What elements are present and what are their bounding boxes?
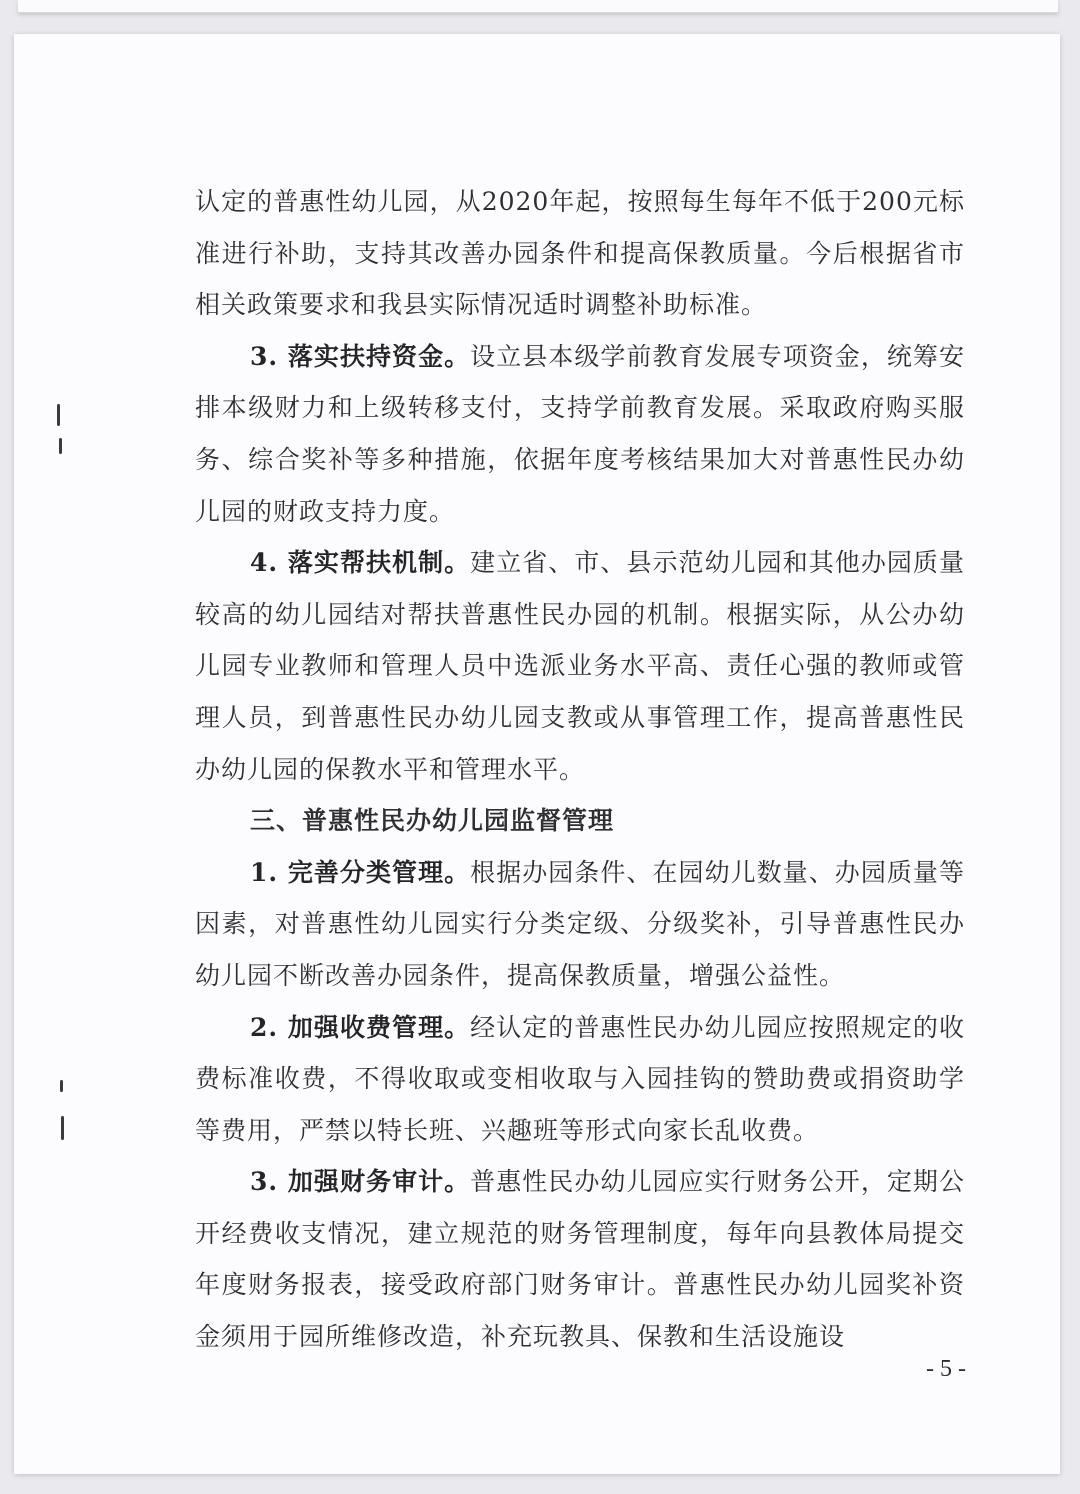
item-lead: 加强财务审计。: [287, 1167, 471, 1197]
item-body: 根据办园条件、在园幼儿数量、办园质量等因素，对普惠性幼儿园实行分类定级、分级奖补，引导普惠性民办幼儿园不断改善办园条件，提高保教质量，增强公益性。: [195, 857, 965, 990]
binding-hole-mark: [57, 404, 60, 426]
section-heading: 三、普惠性民办幼儿园监督管理: [250, 806, 615, 836]
item-number: 2.: [250, 1012, 288, 1042]
item-body: 设立县本级学前教育发展专项资金，统筹安排本级财力和上级转移支付，支持学前教育发展。采取政府购买服务、综合奖补等多种措施，依据年度考核结果加大对普惠性民办幼儿园的财政支持力度。: [195, 341, 965, 526]
binding-hole-mark: [60, 1080, 63, 1092]
item-lead: 落实扶持资金。: [287, 341, 471, 371]
binding-hole-mark: [61, 1116, 64, 1140]
item-number: 1.: [250, 857, 288, 887]
item-body: 经认定的普惠性民办幼儿园应按照规定的收费标准收费，不得收取或变相收取与入园挂钩的赞助费或捐资助学等费用，严禁以特长班、兴趣班等形式向家长乱收费。: [195, 1012, 965, 1145]
paragraph-item-3-funding: [195, 331, 965, 537]
paragraph-item-3-audit: [195, 1156, 965, 1362]
paragraph-item-2-fees: [195, 1002, 965, 1157]
paragraph-item-4-assistance: [195, 537, 965, 795]
previous-page-edge: [18, 0, 1058, 13]
item-number: 4.: [250, 548, 288, 578]
item-lead: 落实帮扶机制。: [287, 548, 471, 578]
item-number: 3.: [250, 1167, 288, 1197]
document-body: [195, 176, 965, 1363]
item-number: 3.: [250, 341, 288, 371]
item-body: 建立省、市、县示范幼儿园和其他办园质量较高的幼儿园结对帮扶普惠性民办园的机制。根据实际，从公办幼儿园专业教师和管理人员中选派业务水平高、责任心强的教师或管理人员，到普惠性民办幼儿园支教或从事管理工作，提高普惠性民办幼儿园的保教水平和管理水平。: [195, 548, 965, 784]
item-lead: 加强收费管理。: [287, 1012, 471, 1042]
paragraph-item-1-classification: [195, 847, 965, 1002]
page-number: - 5 -: [926, 1356, 966, 1382]
binding-hole-mark: [59, 438, 62, 454]
paragraph-continuation: 认定的普惠性幼儿园，从2020年起，按照每生每年不低于200元标准进行补助，支持其改善办园条件和提高保教质量。今后根据省市相关政策要求和我县实际情况适时调整补助标准。: [195, 187, 965, 320]
item-body: 普惠性民办幼儿园应实行财务公开，定期公开经费收支情况，建立规范的财务管理制度，每年向县教体局提交年度财务报表，接受政府部门财务审计。普惠性民办幼儿园奖补资金须用于园所维修改造，补充玩教具、保教和生活设施设: [195, 1167, 965, 1352]
item-lead: 完善分类管理。: [287, 857, 471, 887]
